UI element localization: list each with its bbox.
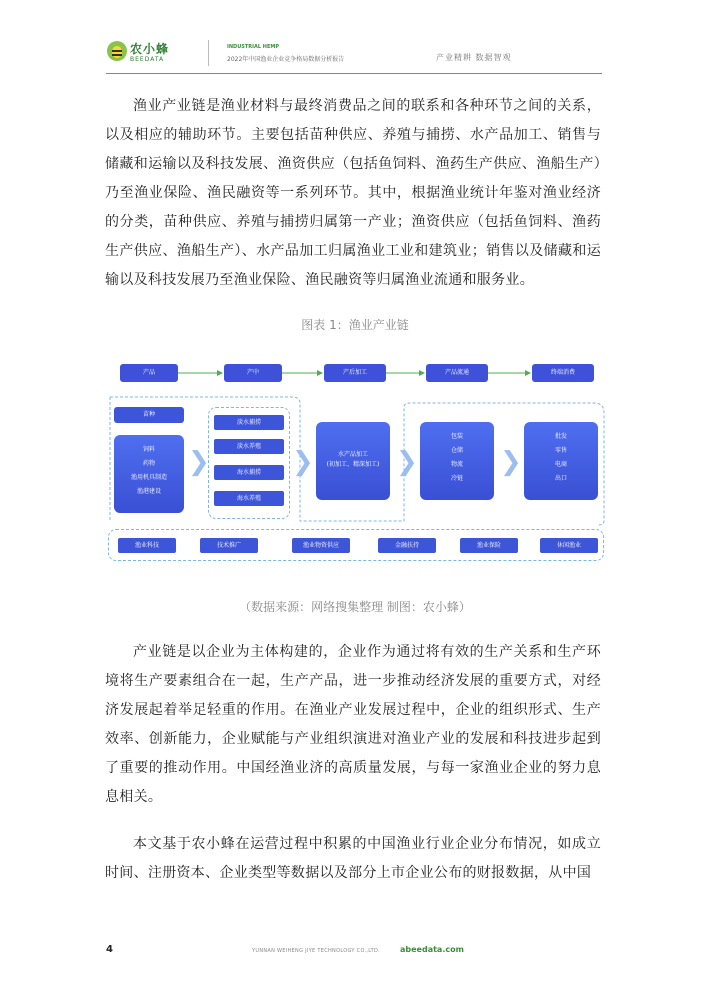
inputs-box (114, 435, 184, 513)
circulation-box (420, 422, 494, 500)
midstream-item: 海水养殖 (214, 491, 284, 506)
logo-text: 农小蜂 (130, 42, 170, 56)
page-number: 4 (106, 944, 113, 955)
circulation-item: 冷链 (450, 475, 463, 482)
inputs-item: 渔用机具制造 (130, 474, 167, 481)
inputs-item: 渔港建设 (136, 488, 161, 495)
report-title: 2022年中国渔业企业竞争格局数据分析报告 (227, 56, 345, 63)
stage-box: 产品 (120, 364, 178, 382)
chevron-right-icon: ❯ (188, 447, 210, 477)
service-item: 渔业保险 (460, 538, 518, 553)
figure-caption: 图表 1：渔业产业链 (301, 318, 409, 332)
seed-box: 苗种 (114, 407, 184, 423)
inputs-item: 药物 (142, 460, 155, 467)
service-item: 渔业科技 (118, 538, 176, 553)
services-group (108, 529, 604, 561)
header-rule (106, 73, 602, 74)
service-item: 渔业物资供应 (292, 538, 350, 553)
processing-label: 水产品加工 (337, 451, 368, 458)
stage-box: 产后加工 (324, 364, 386, 382)
header-divider (208, 40, 209, 66)
chevron-right-icon: ❯ (292, 447, 314, 477)
header-tag: INDUSTRIAL HEMP (227, 44, 280, 50)
circulation-item: 包装 (450, 433, 463, 440)
service-item: 金融扶持 (378, 538, 436, 553)
header-slogan: 产业精耕 数据智观 (436, 53, 512, 62)
consumption-item: 零售 (554, 447, 567, 454)
paragraph-method: 本文基于农小蜂在运营过程中积累的中国渔业行业企业分布情况，如成立时间、注册资本、企业类型等数据以及部分上市企业公布的财报数据，从中国 (105, 836, 601, 881)
service-item: 技术推广 (200, 538, 258, 553)
consumption-item: 电商 (554, 461, 567, 468)
paragraph-intro: 渔业产业链是渔业材料与最终消费品之间的联系和各种环节之间的关系，以及相应的辅助环节。主要包括苗种供应、养殖与捕捞、水产品加工、销售与储藏和运输以及科技发展、渔资供应（包括鱼饲料、渔药生产供应、渔船生产）乃至渔业保险、渔民融资等一系列环节。其中，根据渔业统计年鉴对渔业经济的分类，苗种供应、养殖与捕捞归属第一产业；渔资供应（包括鱼饲料、渔药生产供应、渔船生产）、水产品加工归属渔业工业和建筑业；销售以及储藏和运输以及科技发展乃至渔业保险、渔民融资等归属渔业流通和服务业。 (105, 98, 601, 288)
bee-logo-icon (106, 40, 128, 62)
footer-company: YUNNAN WEIHENG JIYE TECHNOLOGY CO.,LTD. (252, 948, 381, 954)
processing-box (316, 422, 390, 500)
industry-chain-diagram (104, 345, 608, 565)
figure-source: （数据来源：网络搜集整理 制图：农小蜂） (239, 600, 471, 614)
logo-subtext: BEEDATA (130, 56, 165, 63)
paragraph-enterprise: 产业链是以企业为主体构建的，企业作为通过将有效的生产关系和生产环境将生产要素组合在一起，生产产品，进一步推动经济发展的重要方式，对经济发展起着举足轻重的作用。在渔业产业发展过程中，企业的组织形式、生产效率、创新能力，企业赋能与产业组织演进对渔业产业的发展和科技进步起到了重要的推动作用。中国经渔业济的高质量发展，与每一家渔业企业的努力息息相关。 (105, 644, 601, 805)
chevron-right-icon: ❯ (500, 447, 522, 477)
stage-box: 产品流通 (426, 364, 488, 382)
consumption-item: 出口 (554, 475, 567, 482)
midstream-item: 淡水养殖 (214, 439, 284, 454)
consumption-box (524, 422, 598, 500)
service-item: 休闲渔业 (540, 538, 598, 553)
circulation-item: 仓储 (450, 447, 463, 454)
midstream-item: 淡水捕捞 (214, 415, 284, 430)
chevron-right-icon: ❯ (396, 447, 418, 477)
processing-sublabel: (初加工、精深加工) (326, 461, 380, 468)
inputs-item: 饲料 (142, 446, 155, 453)
stage-box: 产中 (224, 364, 282, 382)
consumption-item: 批发 (554, 433, 567, 440)
circulation-item: 物流 (450, 461, 463, 468)
stage-box: 终端消费 (532, 364, 594, 382)
footer-site-link[interactable]: abeedata.com (400, 945, 464, 954)
midstream-item: 海水捕捞 (214, 465, 284, 480)
